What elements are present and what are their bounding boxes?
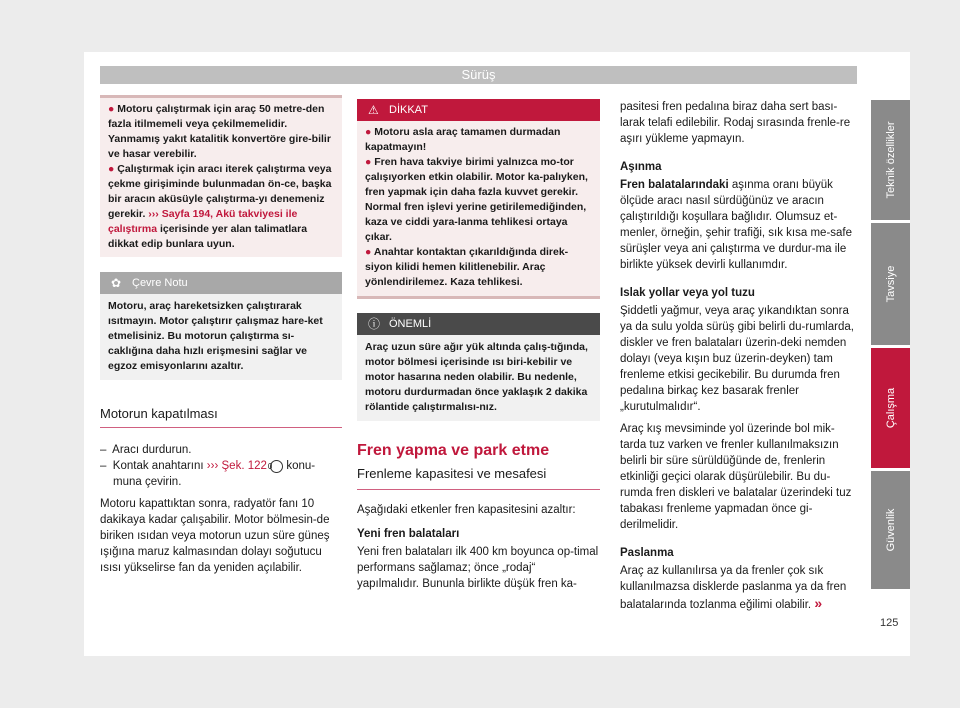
subheading: Islak yollar veya yol tuzu: [620, 287, 755, 299]
notice-box: [357, 313, 600, 421]
continue-icon: »: [814, 595, 823, 611]
section-title: Motorun kapatılması: [100, 406, 218, 421]
notice-header: ⓘ ÖNEMLİ: [357, 313, 600, 335]
info-circle-icon: ⓘ: [368, 317, 381, 331]
warning-header: ⚠ DİKKAT: [357, 99, 600, 121]
step-item: – Kontak anahtarını ››› Şek. 122 0 konu-muna çevirin.: [100, 460, 316, 488]
tab-technical-specs[interactable]: Teknik özellikler: [871, 100, 910, 220]
step-item: – Aracı durdurun.: [100, 444, 192, 456]
subheading: Yeni fren balataları: [357, 528, 460, 540]
warning-item: ● Fren hava takviye birimi yalnızca mo-tor çalışıyorken etkin olabilir. Motor ka-palıyken, fren yapmak için daha fazla kuvvet gerekir. Normal fren işlevi yerine getirilemediğinden, kaza ve ciddi yara-lanma tehlikesi ortaya çıkar.: [365, 156, 588, 243]
notice-text: Araç uzun süre ağır yük altında çalış-tığında, motor bölmesi içerisinde ısı biri-kebilir ve motor hasarına neden olabilir. Bu nedenle, motoru durdurmadan önce yaklaşık 2 dakika rölantide çalıştırmalısı-nız.: [365, 341, 588, 413]
tab-operation[interactable]: Çalışma: [871, 348, 910, 468]
subheading: Paslanma: [620, 547, 674, 559]
body-paragraph: Şiddetli yağmur, veya araç yıkandıktan sonra ya da sulu yolda sürüş gibi belirli du-rumlarda, diskler ve fren balataları üzerin-deki nemden dolayı (veya kışın buz üzerin-deyken) tam frenleme etkisi gecikebilir. Bu durumda fren pedalına birkaç kez basarak frenler „kurutulmalıdır“.: [620, 305, 854, 413]
body-paragraph: Aşağıdaki etkenler fren kapasitesini azaltır:: [357, 504, 576, 516]
caution-box: [100, 95, 342, 257]
page-header: Sürüş: [100, 66, 857, 84]
body-paragraph: Motoru kapattıktan sonra, radyatör fanı 10 dakikaya kadar çalışabilir. Motor bölmesin-de biriken ısıdan veya motorun uzun süre güneş ışığına maruz kalmasından dolayı soğutucu ısısı yükselirse fan da yeniden açılabilir.: [100, 498, 330, 574]
caution-item: ● Motoru çalıştırmak için araç 50 metre-den fazla itilmemeli veya çekilmemelidir. Yanmamış yakıt katalitik konvertöre gire-bilir ve hasar verebilir.: [108, 103, 331, 160]
warning-item: ● Anahtar kontaktan çıkarıldığında direk-siyon kilidi hemen kilitlenebilir. Araç yönlendirilemez. Kaza tehlikesi.: [365, 246, 569, 288]
ref-badge: 0: [270, 460, 283, 473]
tab-safety[interactable]: Güvenlik: [871, 471, 910, 589]
warning-box: [357, 99, 600, 299]
flower-icon: ✿: [111, 276, 122, 290]
subheading: Aşınma: [620, 161, 662, 173]
page-number: 125: [880, 617, 899, 629]
right-column: [620, 99, 860, 613]
page-link[interactable]: ››› Sayfa 194, Akü takviyesi ile çalıştırma: [108, 208, 298, 235]
warning-triangle-icon: ⚠: [368, 103, 379, 117]
section-title: Frenleme kapasitesi ve mesafesi: [357, 466, 547, 481]
env-note-header: ✿ Çevre Notu: [100, 272, 342, 294]
body-paragraph: Fren balatalarındaki aşınma oranı büyük ölçüde aracı nasıl sürdüğünüz ve aracın çalıştırıldığı koşullara bağlıdır. Olumsuz et-menler, örneğin, şehir trafiği, sık kısa me-safe sürüşler veya ani çalıştırma ve durdur-ma ile birlikte yüksek devirli kullanımdır.: [620, 179, 853, 271]
body-paragraph: Yeni fren balataları ilk 400 km boyunca op-timal performans sağlamaz; önce „rodaj“ yapılmalıdır. Bununla birlikte düşük fren ka-: [357, 546, 599, 590]
figure-link[interactable]: ››› Şek. 122: [206, 460, 267, 472]
body-paragraph: Araç az kullanılırsa ya da frenler çok sık kullanılmazsa disklerde paslanma ya da fren balatalarında tozlanma eğilimi olabilir. »: [620, 565, 847, 611]
env-note-box: [100, 272, 342, 380]
tab-advice[interactable]: Tavsiye: [871, 223, 910, 345]
caution-item: ● Çalıştırmak için aracı iterek çalıştırma veya çekme girişiminde bulunmadan ön-ce, başka bir aracın aküsüyle çalıştırma-yı denemeniz gerekir. ››› Sayfa 194, Akü takviyesi ile çalıştırma içerisinde yer alan talimatlara dikkat edip bunlara uyun.: [108, 163, 332, 250]
body-paragraph: Araç kış mevsiminde yol üzerinde bol mik-tarda tuz varken ve frenler kullanılmaksızın belirli bir süre sürüldüğünde de, frenlerin etkinliği geçici olarak düşürülebilir. Bu du-rumda fren diskleri ve balatalar üzerindeki tuz tabakası frenleme yapmadan önce gi-derilmelidir.: [620, 423, 852, 531]
left-column: [100, 95, 342, 576]
body-paragraph: pasitesi fren pedalına biraz daha sert bası-larak telafi edilebilir. Rodaj sırasında frenle-re aşırı yükleme yapmayın.: [620, 101, 851, 145]
env-note-text: Motoru, araç hareketsizken çalıştırarak ısıtmayın. Motor çalıştırır çalışmaz hare-ket etmelisiniz. Bu motorun çalıştırma sı-caklığına daha hızlı erişmesini sağlar ve egzoz emisyonlarını azaltır.: [108, 300, 323, 372]
chapter-title: Fren yapma ve park etme: [357, 442, 550, 459]
warning-item: ● Motoru asla araç tamamen durmadan kapatmayın!: [365, 126, 561, 153]
middle-column: [357, 99, 600, 592]
